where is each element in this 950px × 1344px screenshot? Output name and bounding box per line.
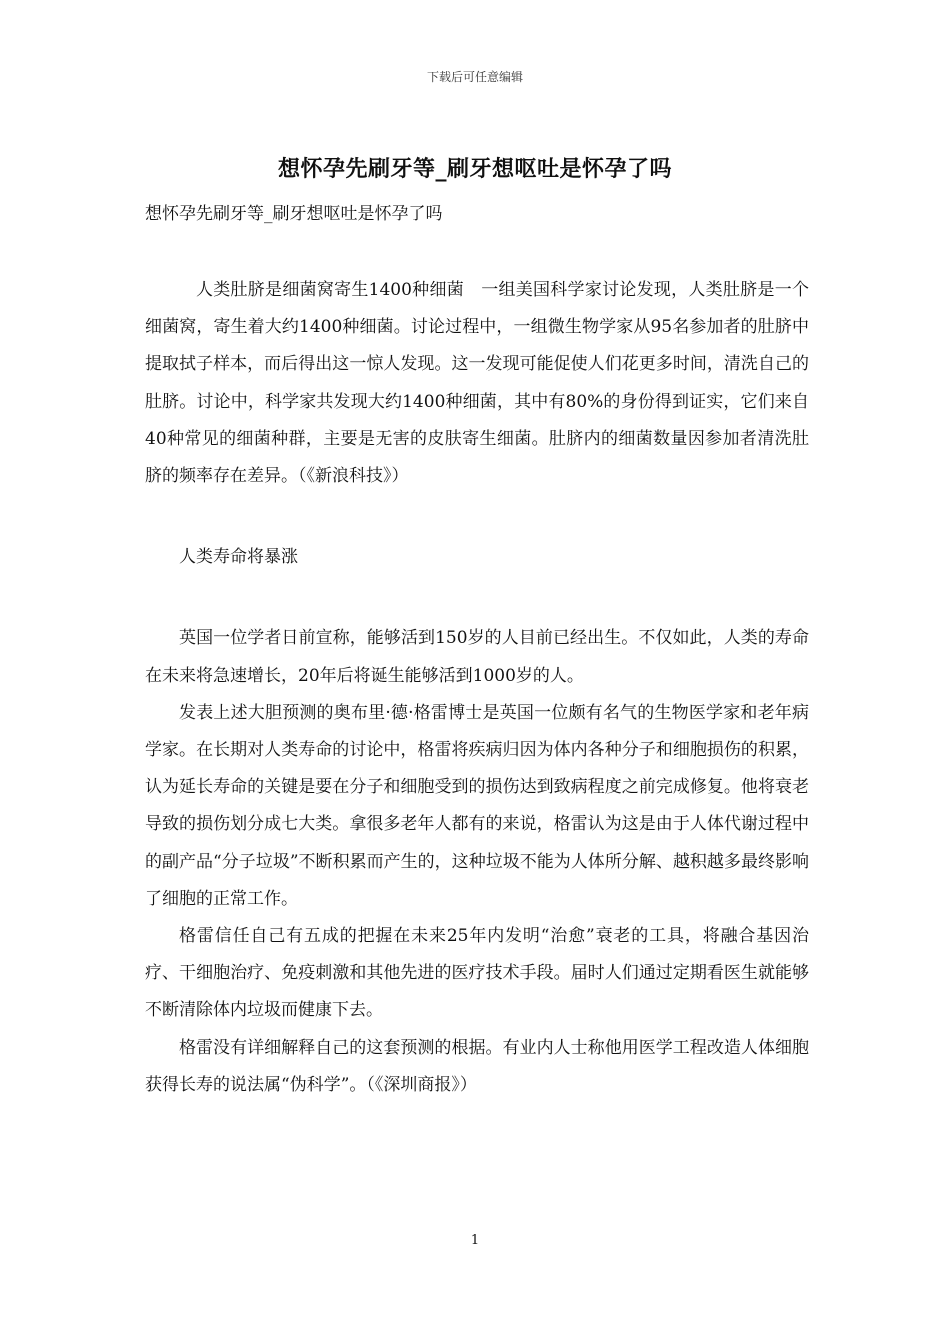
header-note: 下载后可任意编辑 (426, 70, 523, 84)
paragraph-navel-bacteria: 人类肚脐是细菌窝寄生1400种细菌 一组美国科学家讨论发现，人类肚脐是一个细菌窝，寄生着大约1400种细菌。讨论过程中，一组微生物学家从95名参加者的肚脐中提取拭子样本，而后得出这一惊人发现。这一发现可能促使人们花更多时间，清洗自己的肚脐。讨论中，科学家共发现大约1400种细菌，其中有80%的身份得到证实，它们来自40种常见的细菌种群，主要是无害的皮肤寄生细菌。肚脐内的细菌数量因参加者清洗肚脐的频率存在差异。（《新浪科技》） (145, 280, 809, 487)
document-title: 想怀孕先刷牙等_刷牙想呕吐是怀孕了吗 (277, 156, 672, 182)
document-subtitle: 想怀孕先刷牙等_刷牙想呕吐是怀孕了吗 (145, 204, 443, 224)
paragraph-lifespan-theory: 发表上述大胆预测的奥布里·德·格雷博士是英国一位颇有名气的生物医学家和老年病学家。在长期对人类寿命的讨论中，格雷将疾病归因为体内各种分子和细胞损伤的积累，认为延长寿命的关键是要在分子和细胞受到的损伤达到致病程度之前完成修复。他将衰老导致的损伤划分成七大类。拿很多老年人都有的来说，格雷认为这是由于人体代谢过程中的副产品“分子垃圾”不断积累而产生的，这种垃圾不能为人体所分解、越积越多最终影响了细胞的正常工作。 (145, 702, 809, 909)
paragraph-lifespan-criticism: 格雷没有详细解释自己的这套预测的根据。有业内人士称他用医学工程改造人体细胞获得长寿的说法属“伪科学”。（《深圳商报》） (145, 1037, 809, 1095)
paragraph-spacer (145, 576, 809, 620)
paragraph-lifespan-plan: 格雷信任自己有五成的把握在未来25年内发明“治愈”衰老的工具，将融合基因治疗、干细胞治疗、免疫刺激和其他先进的医疗技术手段。届时人们通过定期看医生就能够不断清除体内垃圾而健康下去。 (145, 926, 809, 1021)
document-body (145, 272, 809, 1104)
page-number: 1 (470, 1233, 480, 1248)
paragraph-spacer (145, 495, 809, 539)
section-heading-lifespan: 人类寿命将暴涨 (179, 547, 298, 568)
paragraph-lifespan-intro: 英国一位学者日前宣称，能够活到150岁的人目前已经出生。不仅如此，人类的寿命在未来将急速增长，20年后将诞生能够活到1000岁的人。 (145, 628, 809, 686)
